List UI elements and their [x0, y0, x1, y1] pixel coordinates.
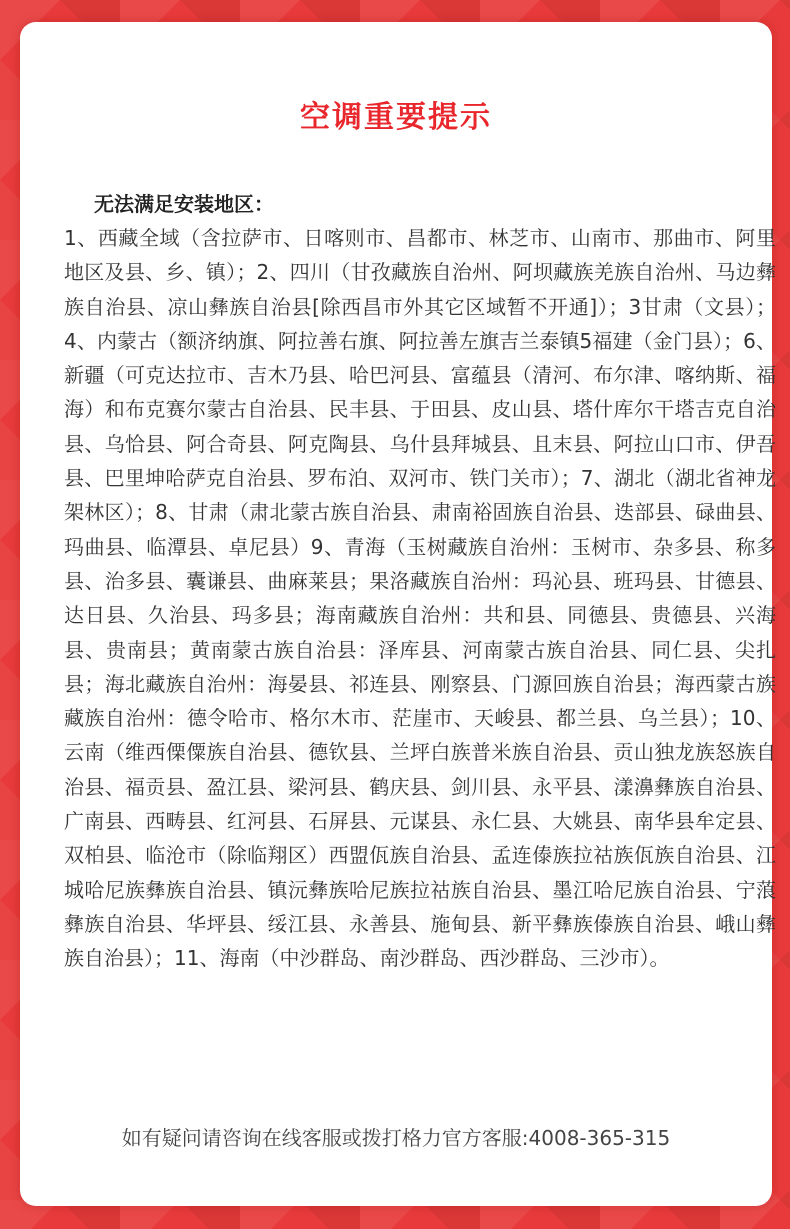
section-heading: 无法满足安装地区： — [94, 192, 274, 216]
contact-footer: 如有疑问请咨询在线客服或拨打格力官方客服:4008-365-315 — [121, 1126, 671, 1150]
page-title: 空调重要提示 — [300, 100, 492, 135]
notice-card — [20, 22, 776, 1206]
region-list-text: 1、西藏全域（含拉萨市、日喀则市、昌都市、林芝市、山南市、那曲市、阿里地区及县、乡、镇）；2、四川（甘孜藏族自治州、阿坝藏族羌族自治州、马边彝族自治县、凉山彝族自治县[除西昌市外其它区域暂不开通]）；3甘肃（文县）；4、内蒙古（额济纳旗、阿拉善右旗、阿拉善左旗吉兰泰镇5福建（金门县）；6、新疆（可克达拉市、吉木乃县、哈巴河县、富蕴县（清河、布尔津、喀纳斯、福海）和布克赛尔蒙古自治县、民丰县、于田县、皮山县、塔什库尔干塔吉克自治县、乌恰县、阿合奇县、阿克陶县、乌什县拜城县、且末县、阿拉山口市、伊吾县、巴里坤哈萨克自治县、罗布泊、双河市、铁门关市）；7、湖北（湖北省神龙架林区）；8、甘肃（肃北蒙古族自治县、肃南裕固族自治县、迭部县、碌曲县、玛曲县、临潭县、卓尼县）9、青海（玉树藏族自治州：玉树市、杂多县、称多县、治多县、囊谦县、曲麻莱县；果洛藏族自治州：玛沁县、班玛县、甘德县、达日县、久治县、玛多县；海南藏族自治州：共和县、同德县、贵德县、兴海县、贵南县；黄南蒙古族自治县：泽库县、河南蒙古族自治县、同仁县、尖扎县；海北藏族自治州：海晏县、祁连县、刚察县、门源回族自治县；海西蒙古族藏族自治州：德令哈市、格尔木市、茫崖市、天峻县、都兰县、乌兰县）；10、云南（维西傈僳族自治县、德钦县、兰坪白族普米族自治县、贡山独龙族怒族自治县、福贡县、盈江县、梁河县、鹤庆县、剑川县、永平县、漾濞彝族自治县、广南县、西畴县、红河县、石屏县、元谋县、永仁县、大姚县、南华县牟定县、双柏县、临沧市（除临翔区）西盟佤族自治县、孟连傣族拉祜族佤族自治县、江城哈尼族彝族自治县、镇沅彝族哈尼族拉祜族自治县、墨江哈尼族自治县、宁蒗彝族自治县、华坪县、绥江县、永善县、施甸县、新平彝族傣族自治县、峨山彝族自治县）；11、海南（中沙群岛、南沙群岛、西沙群岛、三沙市）。 — [64, 226, 776, 971]
